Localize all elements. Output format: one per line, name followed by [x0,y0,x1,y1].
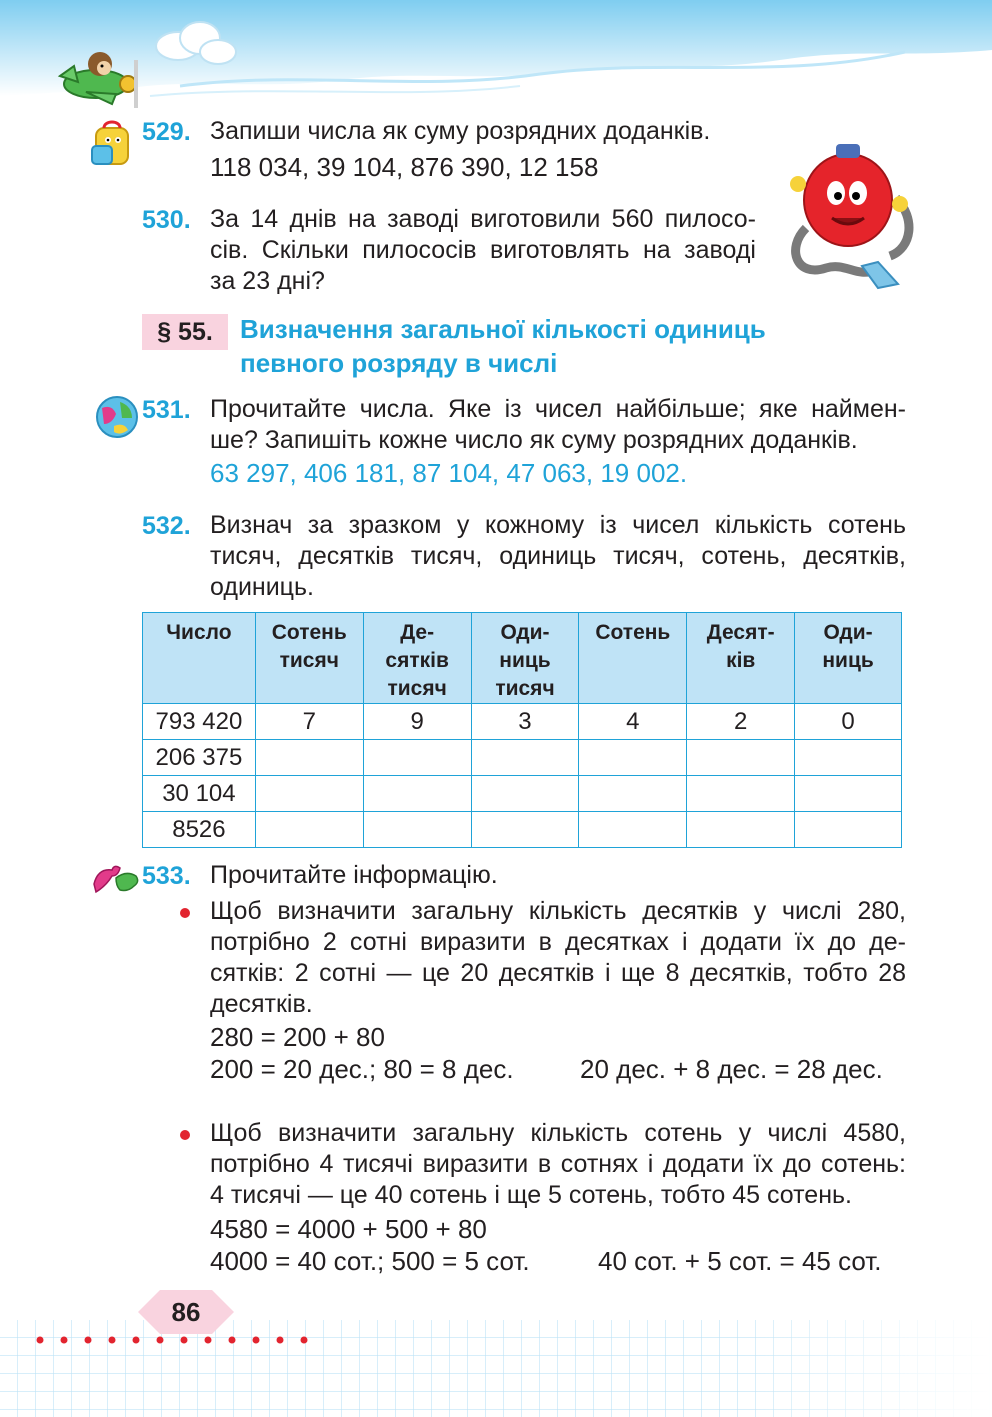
table-cell: 30 104 [143,776,256,812]
table-cell [687,740,795,776]
exercise-530-number: 530. [142,206,191,234]
table-cell [579,812,687,848]
exercise-529-text: Запиши числа як суму розрядних доданків. [210,117,711,145]
table-cell [687,776,795,812]
bullet-1-line: десятків. [210,990,313,1018]
table-cell [471,776,579,812]
place-value-table [142,612,902,848]
exercise-529-numbers: 118 034, 39 104, 876 390, 12 158 [210,152,599,182]
globe-puzzle-icon [94,394,140,440]
table-cell [363,776,471,812]
exercise-530-line: За 14 днів на заводі виготовили 560 пилосо- [210,205,756,233]
exercise-531-number: 531. [142,396,191,424]
table-cell: 0 [795,704,902,740]
bullet-dot [180,1130,190,1140]
vacuum-robot-icon [786,138,916,293]
section-badge: § 55. [142,314,228,350]
exercise-533-number: 533. [142,862,191,890]
page-number: 86 [171,1297,201,1327]
bullet-1-line: сятків: 2 сотні — це 20 десятків і ще 8 десятків, тобто 28 [210,959,906,987]
bullet-2-line: Щоб визначити загальну кількість сотень у числі 4580, [210,1119,906,1147]
table-row [143,704,902,740]
header-ten-thousands: Де- сятків тисяч [363,613,471,704]
dotted-grid-decoration [0,1320,992,1417]
table-cell [363,812,471,848]
exercise-533-intro: Прочитайте інформацію. [210,861,498,889]
bullet-2-text [210,1118,906,1211]
exercise-532-line: одиниць. [210,573,314,601]
table-cell [579,740,687,776]
page-number-badge [138,1290,234,1334]
table-row [143,812,902,848]
header-thousands: Оди- ниць тисяч [471,613,579,704]
section-title [240,312,766,380]
bullet-1-equation-2a: 200 = 20 дес.; 80 = 8 дес. [210,1054,514,1084]
table-cell: 793 420 [143,704,256,740]
table-cell [363,740,471,776]
table-cell [471,740,579,776]
section-title-line: певного розряду в числі [240,348,558,378]
table-cell [795,740,902,776]
table-cell [579,776,687,812]
header-hundreds: Сотень [579,613,687,704]
table-cell [255,740,363,776]
bullet-2-line: потрібно 4 тисячі виразити в сотнях і додати їх до сотень: [210,1150,906,1178]
table-cell: 2 [687,704,795,740]
table-cell [471,812,579,848]
bullet-2-equation-1: 4580 = 4000 + 500 + 80 [210,1214,487,1244]
exercise-532-number: 532. [142,512,191,540]
table-row [143,776,902,812]
backpack-icon [90,120,136,168]
exercise-532-line: Визнач за зразком у кожному із чисел кількість сотень [210,511,906,539]
table-row [143,740,902,776]
header-hundred-thousands: Сотень тисяч [255,613,363,704]
bullet-1-equation-1: 280 = 200 + 80 [210,1022,385,1052]
header-units: Оди- ниць [795,613,902,704]
section-title-line: Визначення загальної кількості одиниць [240,314,766,344]
bullet-1-line: Щоб визначити загальну кількість десятків у числі 280, [210,897,906,925]
table-cell: 206 375 [143,740,256,776]
table-cell: 7 [255,704,363,740]
table-cell [795,776,902,812]
bullet-1-text [210,896,906,1020]
table-cell [687,812,795,848]
exercise-530-text [210,204,756,297]
exercise-530-line: сів. Скільки пилососів виготовлять на заводі [210,236,756,264]
exercise-532-text [210,510,906,603]
exercise-531-line: ше? Запишіть кожне число як суму розрядних доданків. [210,426,858,454]
airplane-hedgehog-icon [56,46,146,108]
exercise-531-text [210,394,906,456]
exercise-532-line: тисяч, десятків тисяч, одиниць тисяч, сотень, десятків, [210,542,906,570]
header-number: Число [143,613,256,704]
exercise-531-line: Прочитайте числа. Яке із чисел найбільше; яке наймен- [210,395,906,423]
bullet-dot [180,908,190,918]
puzzle-pieces-icon [92,862,142,896]
exercise-530-line: за 23 дні? [210,267,325,295]
bullet-2-equation-2b: 40 сот. + 5 сот. = 45 сот. [598,1246,882,1276]
sky-header-decoration [0,0,992,120]
bullet-2-line: 4 тисячі — це 40 сотень і ще 5 сотень, тобто 45 сотень. [210,1181,852,1209]
table-header-row [143,613,902,704]
header-tens: Десят- ків [687,613,795,704]
table-cell: 8526 [143,812,256,848]
table-cell: 9 [363,704,471,740]
exercise-529-number: 529. [142,118,191,146]
bullet-1-equation-2b: 20 дес. + 8 дес. = 28 дес. [580,1054,883,1084]
table-cell [795,812,902,848]
table-cell: 3 [471,704,579,740]
bullet-1-line: потрібно 2 сотні виразити в десятках і додати їх до де- [210,928,906,956]
table-cell: 4 [579,704,687,740]
table-cell [255,776,363,812]
bullet-2-equation-2a: 4000 = 40 сот.; 500 = 5 сот. [210,1246,530,1276]
table-cell [255,812,363,848]
exercise-531-numbers: 63 297, 406 181, 87 104, 47 063, 19 002. [210,458,688,488]
